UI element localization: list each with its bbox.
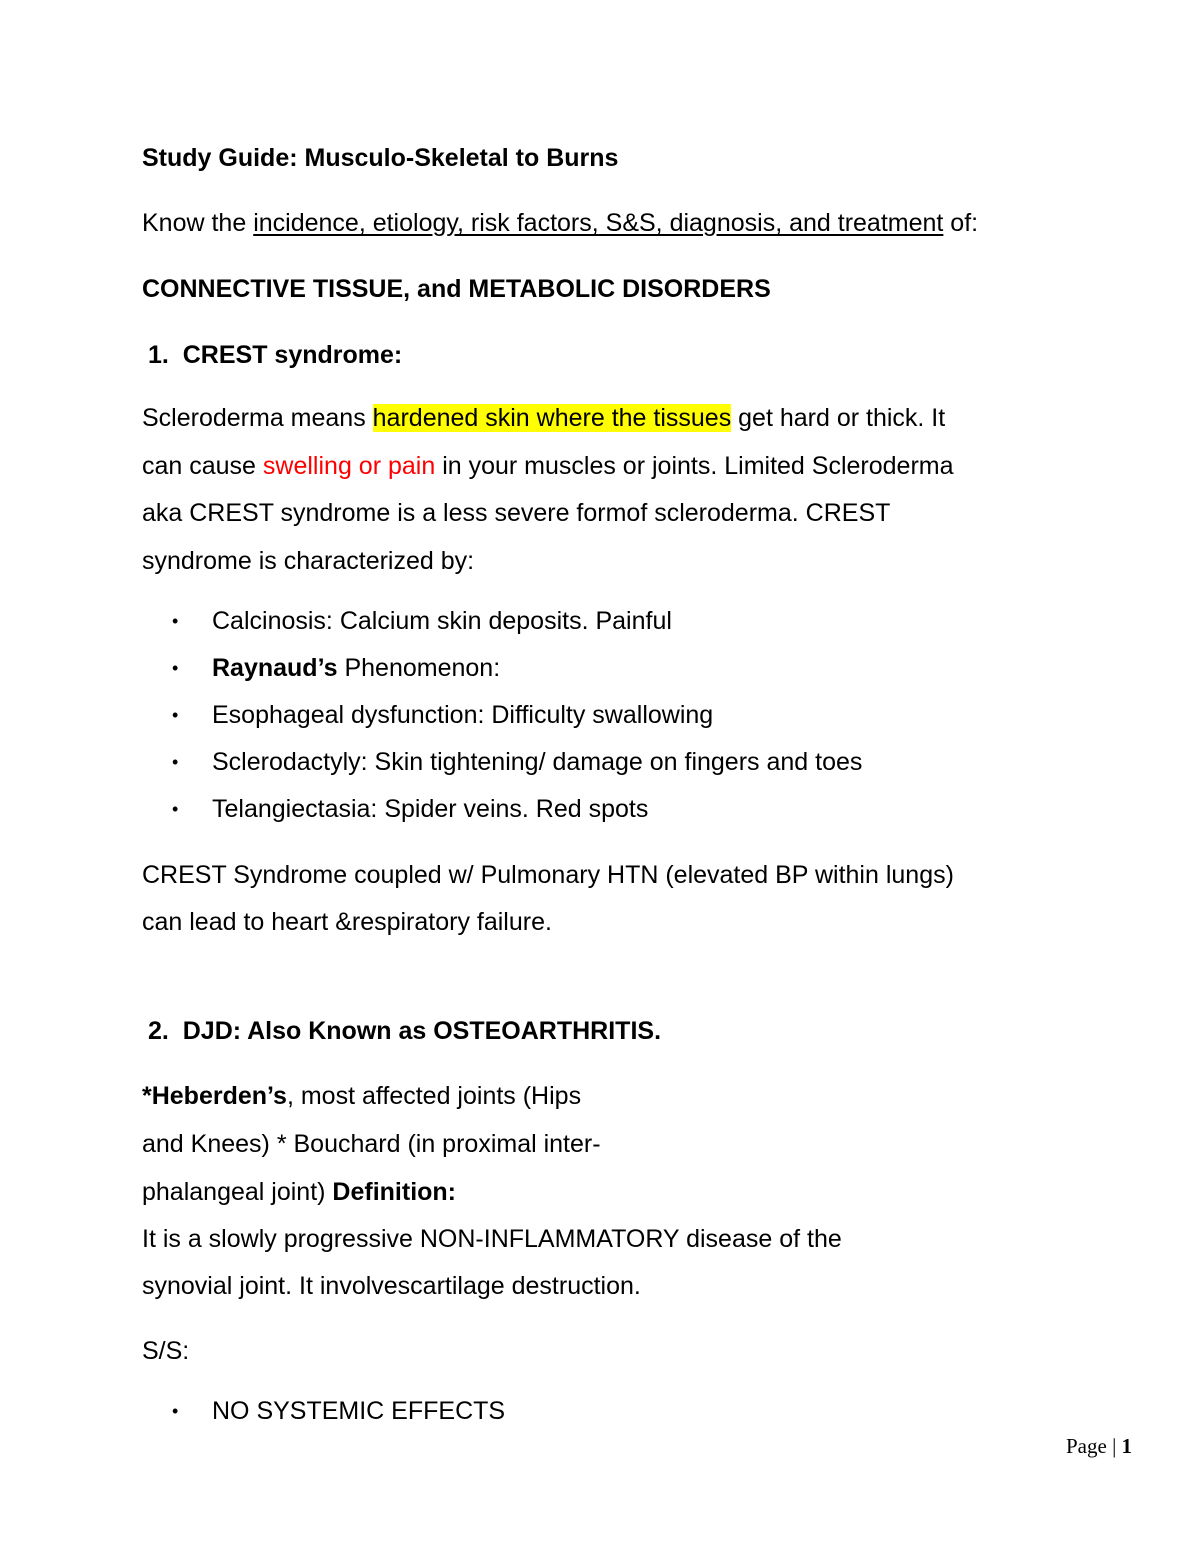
list-item: Esophageal dysfunction: Difficulty swallowing <box>212 701 714 729</box>
definition-label: Definition: <box>332 1178 457 1206</box>
crest-p2-a: can cause <box>142 452 263 480</box>
bullet-icon: • <box>172 752 179 772</box>
bullet-icon: • <box>172 1401 179 1421</box>
list-item: Telangiectasia: Spider veins. Red spots <box>212 795 649 823</box>
red-phrase: swelling or pain <box>262 452 436 480</box>
intro-line <box>142 208 978 238</box>
crest-p1-b: get hard or thick. It <box>731 404 946 432</box>
crest-p2-b: in your muscles or joints. Limited Scleroderma <box>435 452 954 480</box>
bullet-icon: • <box>172 705 179 725</box>
list-item: Sclerodactyly: Skin tightening/ damage on fingers and toes <box>212 748 863 776</box>
page-number: 1 <box>1121 1434 1133 1458</box>
crest-paragraph-line-4: syndrome is characterized by: <box>142 547 475 575</box>
section-heading: CONNECTIVE TISSUE, and METABOLIC DISORDERS <box>142 275 771 303</box>
list-item: NO SYSTEMIC EFFECTS <box>212 1397 506 1425</box>
crest-paragraph-line-2 <box>142 451 954 481</box>
page-footer <box>1066 1432 1132 1460</box>
djd-line-1: *Heberden’s, most affected joints (Hips <box>142 1082 582 1110</box>
intro-prefix: Know the <box>142 209 254 237</box>
crest-paragraph-line-1 <box>142 403 945 433</box>
crest-closing-line-2: can lead to heart &respiratory failure. <box>142 908 552 936</box>
crest-paragraph-line-3: aka CREST syndrome is a less severe formof scleroderma. CREST <box>142 499 891 527</box>
document-title: Study Guide: Musculo-Skeletal to Burns <box>142 144 619 172</box>
list-item: Calcinosis: Calcium skin deposits. Painful <box>212 607 672 635</box>
djd-line-5: synovial joint. It involvescartilage destruction. <box>142 1272 641 1300</box>
highlighted-phrase: hardened skin where the tissues <box>372 404 732 432</box>
bold-term: Raynaud’s <box>212 654 338 682</box>
djd-line-4: It is a slowly progressive NON-INFLAMMATORY disease of the <box>142 1225 842 1253</box>
bold-term: *Heberden’s <box>142 1082 287 1110</box>
crest-heading: 1. CREST syndrome: <box>148 341 403 369</box>
intro-underlined: incidence, etiology, risk factors, S&S, diagnosis, and treatment <box>253 209 944 237</box>
page-label: Page | <box>1066 1434 1122 1458</box>
djd-heading: 2. DJD: Also Known as OSTEOARTHRITIS. <box>148 1017 662 1045</box>
list-item: Raynaud’s Phenomenon: <box>212 654 501 682</box>
djd-line-2: and Knees) * Bouchard (in proximal inter- <box>142 1130 601 1158</box>
djd-line-3: phalangeal joint) Definition: <box>142 1178 457 1206</box>
crest-closing-line-1: CREST Syndrome coupled w/ Pulmonary HTN (elevated BP within lungs) <box>142 861 954 889</box>
crest-p1-a: Scleroderma means <box>142 404 373 432</box>
intro-suffix: of: <box>943 209 979 237</box>
bullet-icon: • <box>172 799 179 819</box>
bullet-icon: • <box>172 611 179 631</box>
bullet-icon: • <box>172 658 179 678</box>
ss-label: S/S: <box>142 1337 190 1365</box>
